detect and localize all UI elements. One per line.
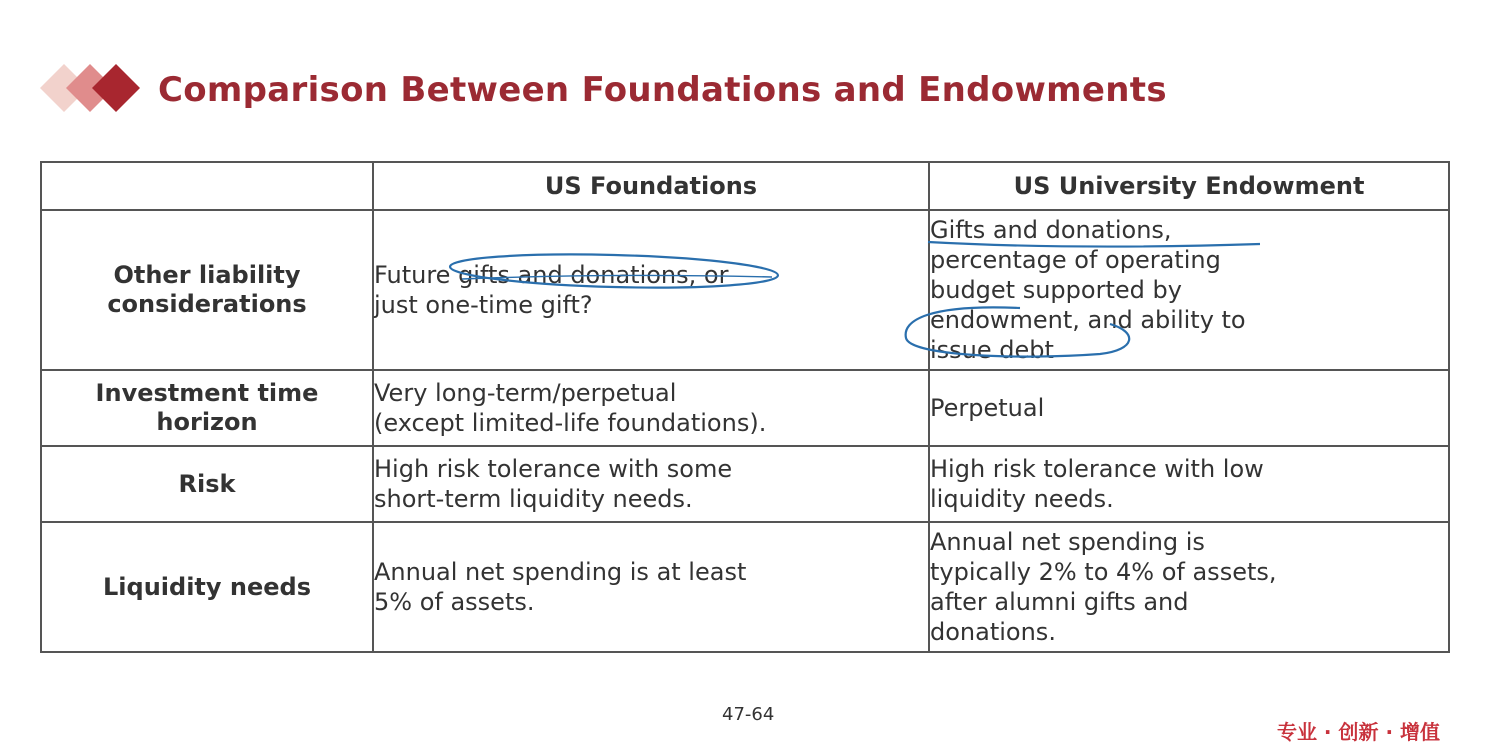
table-header-foundations: US Foundations	[373, 162, 929, 210]
page-title: Comparison Between Foundations and Endowments	[158, 70, 1167, 110]
cell-line: after alumni gifts and	[930, 588, 1189, 616]
row-label-risk	[41, 446, 373, 522]
table-row	[41, 370, 1449, 446]
cell-text: , and ability to	[1072, 306, 1246, 334]
cell-line: typically 2% to 4% of assets,	[930, 558, 1277, 586]
cell-line: percentage of operating	[930, 246, 1221, 274]
table-row	[41, 522, 1449, 652]
cell-line: Perpetual	[930, 394, 1045, 422]
cell-text: Gifts and donations,	[930, 216, 1172, 244]
row-label-line: Other liability	[113, 261, 301, 289]
row-label-line: considerations	[107, 290, 307, 318]
cell-line: liquidity needs.	[930, 485, 1114, 513]
row-label-line: Investment time	[95, 379, 319, 407]
row-label-line: horizon	[156, 408, 258, 436]
endowment-liquidity-cell	[929, 522, 1449, 652]
foundations-other-liability-cell	[373, 210, 929, 370]
cell-line: 5% of assets.	[374, 588, 535, 616]
table-row	[41, 446, 1449, 522]
cell-line: (except limited-life foundations).	[374, 409, 767, 437]
cell-line: budget supported by	[930, 276, 1182, 304]
annotated-text	[458, 261, 689, 289]
row-label-other-liability	[41, 210, 373, 370]
annotated-text	[930, 306, 1072, 334]
cell-line: just one-time gift?	[374, 291, 593, 319]
foundations-liquidity-cell	[373, 522, 929, 652]
slide-title-row	[40, 62, 1480, 122]
footer-slogan: 专业 · 创新 · 增值	[1276, 720, 1440, 744]
annotated-text	[930, 216, 1172, 244]
cell-line: short-term liquidity needs.	[374, 485, 693, 513]
table-row	[41, 210, 1449, 370]
cell-line	[930, 215, 1448, 245]
cell-text: gifts and donations	[458, 261, 689, 289]
diamond-logo-icon	[40, 62, 150, 112]
endowment-risk-cell	[929, 446, 1449, 522]
cell-text: endowment	[930, 306, 1073, 334]
comparison-table	[40, 161, 1450, 653]
foundations-time-horizon-cell	[373, 370, 929, 446]
row-label-line: Risk	[178, 469, 236, 498]
cell-text: , or	[688, 261, 729, 289]
endowment-time-horizon-cell	[929, 370, 1449, 446]
cell-line: Annual net spending is	[930, 528, 1205, 556]
row-label-time-horizon	[41, 370, 373, 446]
cell-line: High risk tolerance with low	[930, 455, 1264, 483]
cell-line: donations.	[930, 618, 1056, 646]
foundations-risk-cell	[373, 446, 929, 522]
table-header-endowment: US University Endowment	[929, 162, 1449, 210]
endowment-other-liability-cell	[929, 210, 1449, 370]
row-label-line: Liquidity needs	[103, 572, 311, 601]
cell-line	[930, 305, 1448, 335]
cell-line: Annual net spending is at least	[374, 558, 747, 586]
cell-line: Very long-term/perpetual	[374, 379, 677, 407]
row-label-liquidity	[41, 522, 373, 652]
cell-text: Future	[374, 261, 459, 289]
cell-line	[374, 260, 928, 290]
table-header-row	[41, 162, 1449, 210]
page-number: 47-64	[722, 704, 775, 725]
cell-line: issue debt	[930, 336, 1054, 364]
table-header-empty	[41, 162, 373, 210]
cell-line: High risk tolerance with some	[374, 455, 733, 483]
